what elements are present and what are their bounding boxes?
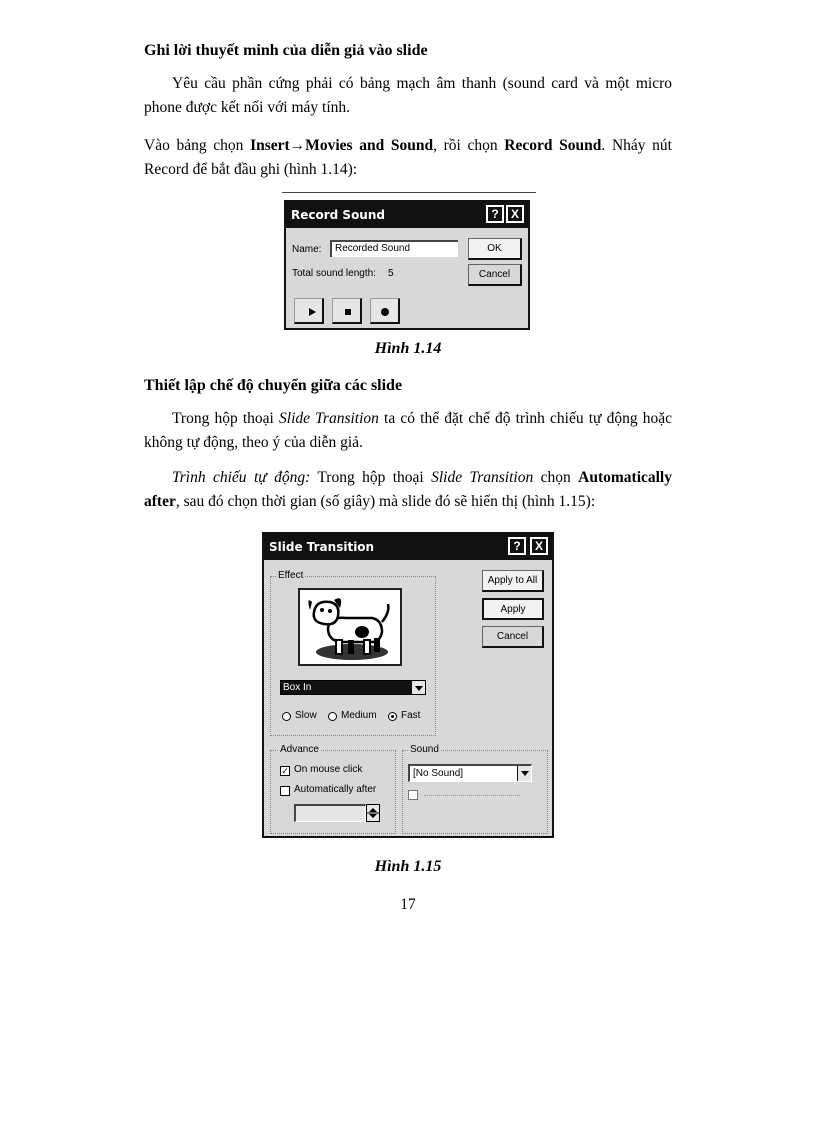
speed-slow-radio[interactable] <box>282 712 291 721</box>
figure-caption-1-15: Hình 1.15 <box>374 858 442 875</box>
page-number: 17 <box>400 896 416 913</box>
effect-select-value: Box In <box>283 682 312 693</box>
automatically-after-checkbox[interactable] <box>280 786 290 796</box>
ok-button[interactable]: OK <box>468 238 522 260</box>
play-icon <box>295 299 323 323</box>
on-mouse-click-checkbox[interactable]: ✓ <box>281 766 289 776</box>
sound-group <box>402 750 548 834</box>
paragraph-hardware: Yêu cầu phần cứng phải có bảng mạch âm thanh (sound card và một micro phone được kết nối với máy tính. <box>144 75 672 116</box>
cancel-button[interactable]: Cancel <box>468 264 522 286</box>
automatically-after-label: Automatically after <box>294 784 377 795</box>
paragraph-auto-advance: Trình chiếu tự động: Trong hộp thoại Slide Transition chọn Automatically after, sau đó chọn thời gian (số giây) mà slide đó sẽ hiển thị (hình 1.15): <box>144 469 672 510</box>
close-button[interactable]: X <box>506 205 524 223</box>
slide-transition-dialog <box>262 532 554 838</box>
sound-label: Sound <box>410 744 439 755</box>
chevron-down-icon[interactable] <box>411 681 425 694</box>
figure-caption-1-14: Hình 1.14 <box>374 340 442 357</box>
paragraph-transition-intro: Trong hộp thoại Slide Transition ta có thể đặt chế độ trình chiếu tự động hoặc không tự động, theo ý của diễn giả. <box>144 410 672 451</box>
dog-preview-icon <box>300 590 400 664</box>
chevron-down-icon[interactable] <box>517 766 531 781</box>
cancel-button[interactable]: Cancel <box>482 626 544 648</box>
transition-dialog-title: Slide Transition <box>269 540 375 554</box>
speed-fast-label: Fast <box>401 710 421 721</box>
record-dialog-title: Record Sound <box>291 208 385 222</box>
name-label: Name: <box>292 244 322 255</box>
record-button[interactable] <box>370 298 400 324</box>
record-icon <box>371 299 399 323</box>
loop-sound-checkbox[interactable] <box>408 790 418 800</box>
stop-icon <box>333 299 361 323</box>
disabled-option-label <box>424 795 520 797</box>
record-sound-dialog <box>284 200 530 330</box>
speed-medium-label: Medium <box>341 710 377 721</box>
section-heading-transition: Thiết lập chế độ chuyển giữa các slide <box>144 377 403 394</box>
help-button[interactable]: ? <box>486 205 504 223</box>
seconds-spinner[interactable] <box>366 804 380 822</box>
apply-button[interactable]: Apply <box>482 598 544 620</box>
effect-label: Effect <box>278 570 304 581</box>
play-button[interactable] <box>294 298 324 324</box>
seconds-input[interactable] <box>294 804 366 822</box>
advance-label: Advance <box>280 744 319 755</box>
sound-select[interactable] <box>408 764 532 782</box>
sound-select-value: [No Sound] <box>413 768 464 779</box>
apply-to-all-button[interactable]: Apply to All <box>482 570 544 592</box>
paragraph-record-instructions: Vào bảng chọn Insert→Movies and Sound, rồi chọn Record Sound. Nháy nút Record để bắt đầu ghi (hình 1.14): <box>144 137 672 178</box>
speed-slow-label: Slow <box>295 710 317 721</box>
speed-medium-radio[interactable] <box>328 712 337 721</box>
total-length-value: 5 <box>388 268 394 279</box>
figure-rule <box>282 192 536 193</box>
total-length-label: Total sound length: <box>292 268 376 279</box>
effect-select[interactable] <box>280 680 426 695</box>
spinner-arrows-icon <box>367 805 379 821</box>
effect-preview <box>298 588 402 666</box>
help-button[interactable]: ? <box>508 537 526 555</box>
on-mouse-click-label: On mouse click <box>294 764 363 775</box>
speed-fast-radio[interactable] <box>388 712 397 721</box>
name-input[interactable]: Recorded Sound <box>330 240 458 257</box>
close-button[interactable]: X <box>530 537 548 555</box>
stop-button[interactable] <box>332 298 362 324</box>
section-heading-record: Ghi lời thuyết minh của diễn giả vào slide <box>144 42 428 59</box>
